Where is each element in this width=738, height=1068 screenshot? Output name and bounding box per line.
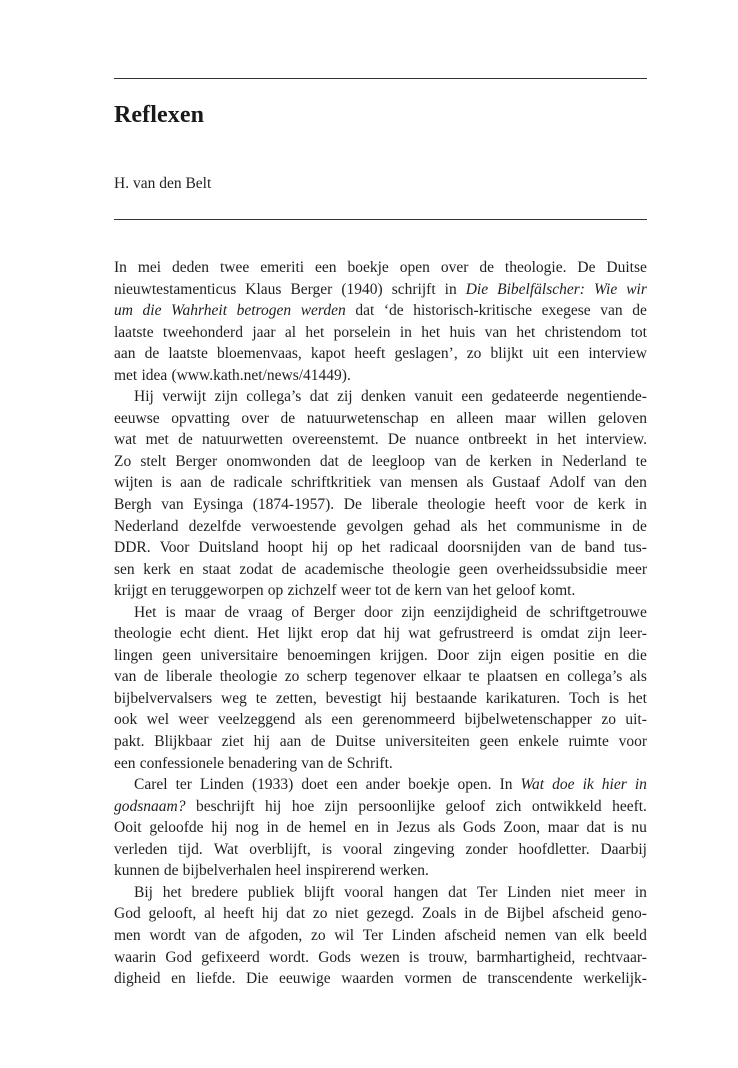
text-line: Bergh van Eysinga (1874-1957). De liberale theologie heeft voor de kerk in [114, 496, 647, 514]
text-line: lingen geen universitaire benoemingen krijgen. Door zijn eigen positie en die [114, 646, 647, 664]
text-line: Hij verwijt zijn collega’s dat zij denken vanuit een gedateerde negentiende- [134, 388, 647, 406]
text-line: waarin God gefixeerd wordt. Gods wezen is trouw, barmhartigheid, rechtvaar- [114, 948, 647, 966]
text-line: nieuwtestamenticus Klaus Berger (1940) schrijft in Die Bibelfälscher: Wie wir [114, 280, 647, 298]
text-line: um die Wahrheit betrogen werden dat ‘de historisch-kritische exegese van de [114, 302, 647, 320]
text-line: Ooit geloofde hij nog in de hemel en in Jezus als Gods Zoon, maar dat is nu [114, 819, 647, 837]
text-line: krijgt en teruggeworpen op zichzelf weer tot de kern van het geloof komt. [114, 582, 576, 600]
text-line: godsnaam? beschrijft hij hoe zijn persoonlijke geloof zich ontwikkeld heeft. [114, 797, 647, 815]
text-line: Carel ter Linden (1933) doet een ander boekje open. In Wat doe ik hier in [134, 776, 647, 794]
text-line: Zo stelt Berger onomwonden dat de leegloop van de kerken in Nederland te [114, 452, 647, 470]
text-line: God gelooft, al heeft hij dat zo niet gezegd. Zoals in de Bijbel afscheid geno- [114, 905, 647, 923]
text-line: In mei deden twee emeriti een boekje open over de theologie. De Duitse [114, 259, 647, 276]
text-line: aan de laatste bloemenvaas, kapot heeft geslagen’, zo blijkt uit een interview [114, 345, 647, 363]
article-title: Reflexen [114, 102, 205, 128]
author-name: H. van den Belt [114, 175, 212, 192]
text-line: men wordt van de afgoden, zo wil Ter Linden afscheid nemen van elk beeld [114, 926, 647, 944]
text-line: theologie echt dient. Het lijkt erop dat hij wat gefrustreerd is omdat zijn leer- [114, 625, 647, 643]
top-divider [114, 78, 647, 79]
text-line: kunnen de bijbelverhalen heel inspirerend werken. [114, 862, 429, 880]
text-line: Bij het bredere publiek blijft vooral hangen dat Ter Linden niet meer in [134, 883, 647, 901]
text-line: wijten is aan de radicale schriftkritiek van mensen als Gustaaf Adolf van den [114, 474, 647, 492]
text-line: van de liberale theologie zo scherp tegenover elkaar te plaatsen en collega’s als [114, 668, 647, 686]
text-line: verleden tijd. Wat overblijft, is vooral zingeving zonder hoofdletter. Daarbij [114, 840, 647, 858]
text-line: Nederland dezelfde verwoestende gevolgen gehad als het communisme in de [114, 517, 647, 535]
text-line: een confessionele benadering van de Schrift. [114, 754, 393, 772]
article-body [114, 257, 647, 990]
text-line: ook wel weer veelzeggend als een gerenommeerd bijbelwetenschapper zo uit- [114, 711, 647, 729]
text-line: DDR. Voor Duitsland hoopt hij op het radicaal doorsnijden van de band tus- [114, 539, 647, 557]
text-line: wat met de natuurwetten overeenstemt. De nuance ontbreekt in het interview. [114, 431, 647, 449]
header-divider [114, 219, 647, 220]
text-line: Het is maar de vraag of Berger door zijn eenzijdigheid de schriftgetrouwe [134, 603, 647, 621]
text-line: laatste tweehonderd jaar al het porselein in het huis van het christendom tot [114, 323, 647, 341]
text-line: pakt. Blijkbaar ziet hij aan de Duitse universiteiten geen enkele ruimte voor [114, 733, 647, 751]
text-line: eeuwse opvatting over de natuurwetenschap en alleen maar willen geloven [114, 409, 647, 427]
text-line: digheid en liefde. Die eeuwige waarden vormen de transcendente werkelijk- [114, 970, 647, 988]
text-line: met idea (www.kath.net/news/41449). [114, 366, 351, 384]
text-line: sen kerk en staat zodat de academische theologie geen overheidssubsidie meer [114, 560, 647, 578]
text-line: bijbelvervalsers weg te zetten, bevestigt hij bestaande karikaturen. Toch is het [114, 689, 647, 707]
